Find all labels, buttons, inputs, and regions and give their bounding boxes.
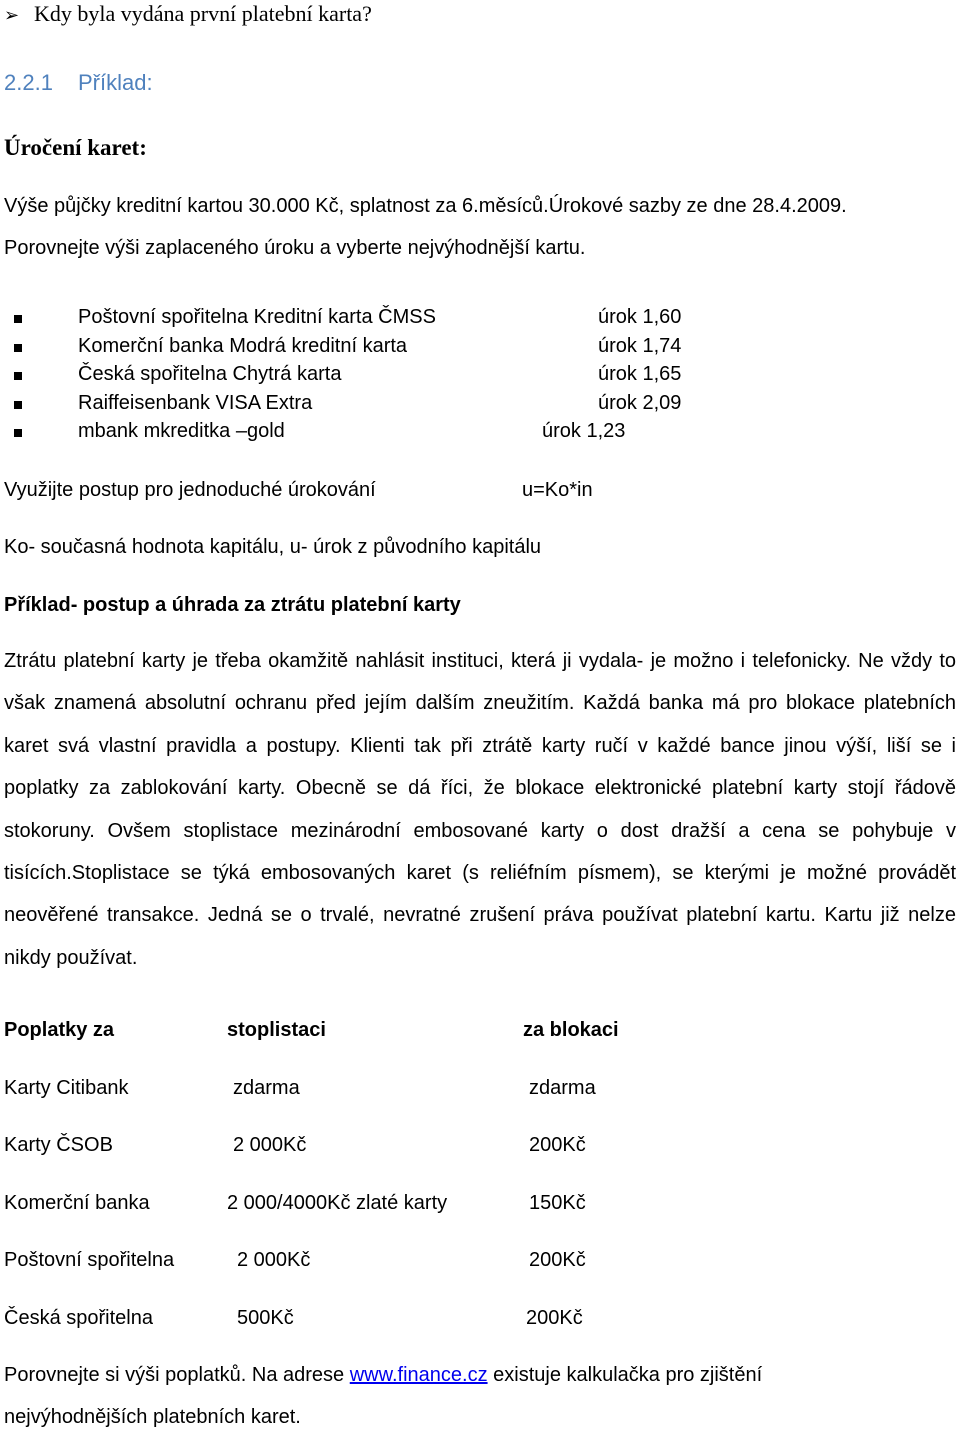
question-line: [4, 0, 372, 29]
square-bullet-icon: [14, 429, 22, 437]
fees-cell-stoplist: 2 000/4000Kč zlaté karty: [227, 1192, 448, 1214]
fees-header-institution: Poplatky za: [4, 1019, 115, 1041]
footer-line-1: [4, 1364, 762, 1387]
example-label: Příklad: [4, 594, 71, 616]
square-bullet-icon: [14, 315, 22, 323]
footer-line-2: nejvýhodnějších platebních karet.: [4, 1406, 301, 1428]
fees-cell-block: 200Kč: [529, 1134, 586, 1156]
square-bullet-icon: [14, 344, 22, 352]
fees-cell-block: zdarma: [529, 1077, 596, 1099]
card-rate: úrok 2,09: [598, 392, 682, 414]
fees-cell-block: 150Kč: [529, 1192, 586, 1214]
square-bullet-icon: [14, 401, 22, 409]
fees-cell-stoplist: 2 000Kč: [233, 1134, 307, 1156]
footer-text-before: Porovnejte si výši poplatků. Na adrese: [4, 1364, 350, 1386]
fees-cell-institution: Komerční banka: [4, 1192, 150, 1214]
footer-text-after: existuje kalkulačka pro zjištění: [487, 1364, 763, 1386]
fees-cell-block: 200Kč: [529, 1249, 586, 1271]
arrow-bullet-icon: ➢: [4, 5, 20, 25]
example-heading: [4, 594, 461, 617]
page-heading: Úročení karet:: [4, 135, 147, 160]
fees-header-stoplist: stoplistaci: [227, 1019, 326, 1041]
fees-cell-institution: Česká spořitelna: [4, 1307, 153, 1329]
card-name: Raiffeisenbank VISA Extra: [78, 392, 313, 414]
card-rate: úrok 1,23: [542, 420, 626, 442]
section-title: Příklad:: [78, 70, 153, 95]
question-text: Kdy byla vydána první platební karta?: [34, 1, 372, 26]
fees-cell-stoplist: 500Kč: [237, 1307, 294, 1329]
intro-line-1: Výše půjčky kreditní kartou 30.000 Kč, splatnost za 6.měsíců.Úrokové sazby ze dne 28.4.2009.: [4, 195, 847, 217]
fees-cell-stoplist: zdarma: [233, 1077, 300, 1099]
formula-legend: Ko- současná hodnota kapitálu, u- úrok z původního kapitálu: [4, 536, 542, 558]
card-rate: úrok 1,65: [598, 363, 682, 385]
finance-link[interactable]: www.finance.cz: [349, 1364, 488, 1386]
method-text: Využijte postup pro jednoduché úrokování: [4, 479, 376, 501]
section-heading: [4, 70, 153, 96]
fees-cell-stoplist: 2 000Kč: [237, 1249, 311, 1271]
card-name: Česká spořitelna Chytrá karta: [78, 363, 342, 385]
intro-line-2: Porovnejte výši zaplaceného úroku a vyberte nejvýhodnější kartu.: [4, 237, 586, 259]
formula: u=Ko*in: [522, 479, 593, 501]
fees-cell-institution: Karty Citibank: [4, 1077, 129, 1099]
example-title: - postup a úhrada za ztrátu platební karty: [70, 594, 461, 616]
square-bullet-icon: [14, 372, 22, 380]
section-number: 2.2.1: [4, 70, 53, 95]
fees-cell-block: 200Kč: [526, 1307, 583, 1329]
paragraph-text: Ztrátu platební karty je třeba okamžitě nahlásit instituci, která ji vydala- je možno i telefonicky. Ne vždy to však znamená absolutní ochranu před jejím dalším zneužitím. Každá banka má pro blokace platebních karet svá vlastní pravidla a postupy. Klienti tak při ztrátě karty ručí v každé bance jinou výší, liší se i poplatky za zablokování karty. Obecně se dá říci, že blokace elektronické platební karty stojí řádově stokoruny. Ovšem stoplistace mezinárodní embosované karty o dost dražší a cena se pohybuje v tisících.Stoplistace se týká embosovaných karet (s reliéfním písmem), se kterými je možné provádět neověřené transakce. Jedná se o trvalé, nevratné zrušení práva používat platební kartu. Kartu již nelze nikdy používat.: [4, 650, 956, 969]
card-name: mbank mkreditka –gold: [78, 420, 285, 442]
fees-cell-institution: Poštovní spořitelna: [4, 1249, 175, 1271]
card-name: Komerční banka Modrá kreditní karta: [78, 335, 408, 357]
fees-cell-institution: Karty ČSOB: [4, 1134, 113, 1156]
card-rate: úrok 1,60: [598, 306, 682, 328]
fees-header-block: za blokaci: [523, 1019, 619, 1041]
body-paragraph: [4, 640, 956, 979]
card-rate: úrok 1,74: [598, 335, 682, 357]
card-name: Poštovní spořitelna Kreditní karta ČMSS: [78, 306, 436, 328]
